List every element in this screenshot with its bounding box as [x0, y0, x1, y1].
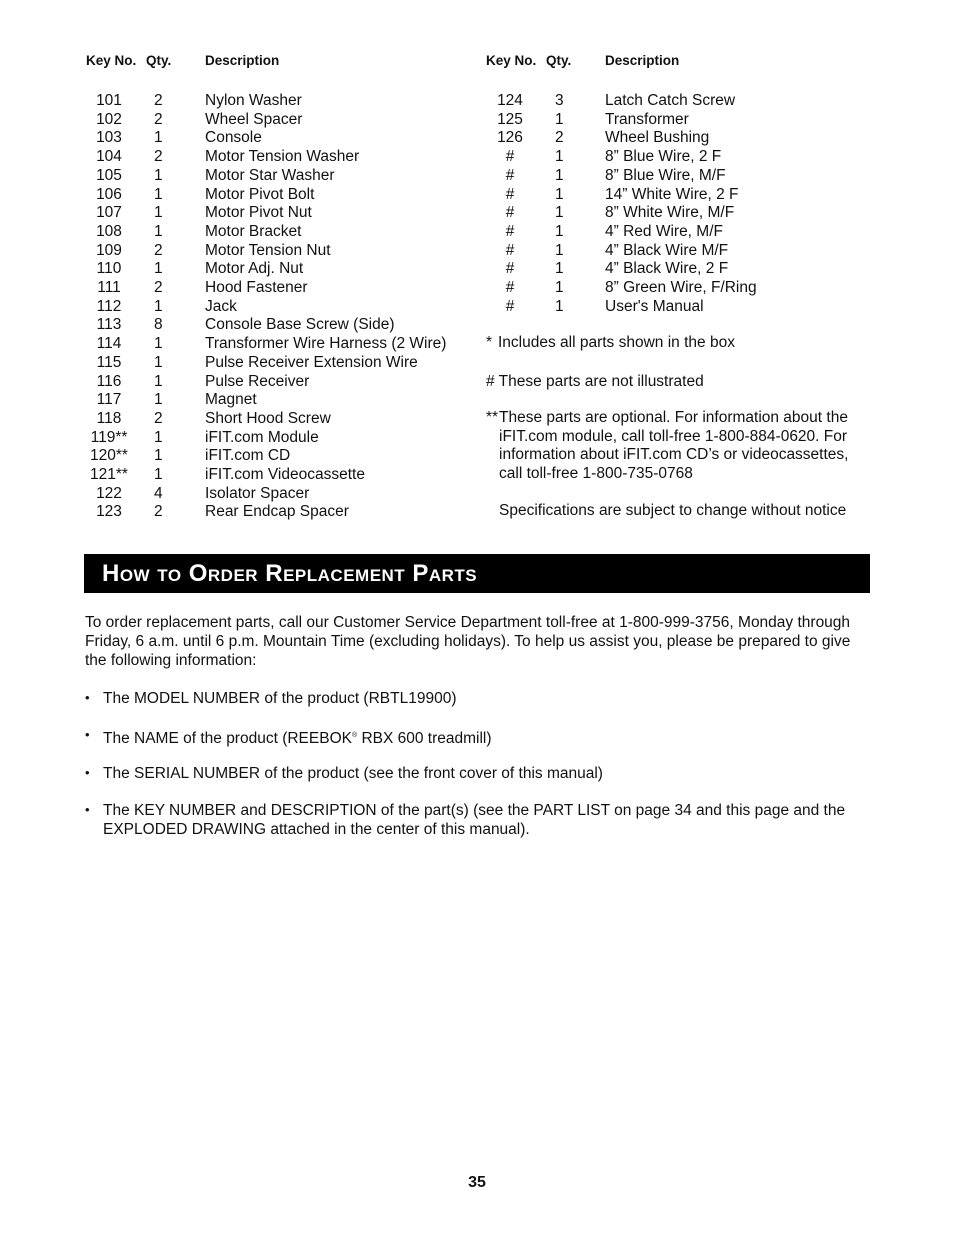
part-key-no: #: [505, 166, 515, 184]
part-description: iFIT.com Module: [205, 428, 319, 446]
part-description: Motor Star Washer: [205, 166, 335, 184]
part-key-no: #: [505, 204, 515, 222]
bullet-dot: •: [85, 802, 90, 817]
part-description: Magnet: [205, 391, 257, 409]
part-description: Motor Tension Nut: [205, 241, 331, 259]
left-description-header: Description: [205, 53, 280, 68]
right-key-no-header: Key No.: [486, 53, 537, 68]
specifications-note: Specifications are subject to change without notice: [499, 502, 847, 519]
optional-asterisks: **: [486, 409, 499, 426]
bullet-dot: •: [85, 727, 90, 742]
part-description: User's Manual: [605, 297, 704, 315]
part-key-no: 106: [96, 185, 122, 203]
part-key-no: 109: [96, 241, 122, 259]
part-description: iFIT.com CD: [205, 447, 291, 465]
part-qty: 1: [154, 129, 163, 147]
part-key-no: 121**: [90, 466, 128, 483]
section-title: How to Order Replacement Parts: [102, 560, 478, 587]
part-qty: 2: [154, 279, 163, 296]
part-qty: 1: [154, 353, 163, 371]
part-key-no: 105: [96, 166, 122, 184]
part-qty: 2: [154, 241, 163, 259]
part-qty: 1: [555, 297, 564, 315]
part-key-no: 107: [96, 204, 122, 222]
registered-mark: ®: [351, 732, 358, 739]
part-description: Motor Pivot Bolt: [205, 185, 315, 203]
bullet-dot: •: [85, 690, 90, 705]
part-key-no: 124: [497, 92, 523, 109]
part-qty: 4: [154, 484, 163, 502]
part-description: Motor Pivot Nut: [205, 204, 312, 222]
part-qty: 1: [555, 279, 564, 296]
optional-note-line-4: call toll-free 1-800-735-0768: [499, 465, 693, 482]
section-title-banner: [84, 554, 870, 593]
part-key-no: 110: [96, 260, 122, 278]
part-qty: 1: [154, 391, 163, 409]
optional-note-line-1: These parts are optional. For information about the: [499, 409, 848, 426]
part-qty: 2: [154, 503, 163, 521]
part-qty: 1: [555, 148, 564, 166]
part-description: iFIT.com Videocassette: [205, 466, 365, 483]
part-qty: 1: [154, 297, 163, 315]
part-key-no: 117: [96, 391, 122, 409]
part-key-no: 115: [96, 353, 122, 371]
part-key-no: 104: [96, 148, 122, 166]
part-key-no: 126: [497, 129, 523, 147]
part-qty: 2: [154, 110, 163, 128]
part-description: 14” White Wire, 2 F: [605, 185, 739, 203]
part-key-no: 102: [96, 110, 122, 128]
part-key-no: 112: [96, 297, 122, 315]
part-description: 4” Black Wire M/F: [605, 241, 729, 259]
part-key-no: 114: [96, 335, 122, 353]
bullet-serial-text: The SERIAL NUMBER of the product (see the front cover of this manual): [103, 765, 603, 782]
part-qty: 1: [154, 466, 163, 483]
part-description: 8” Blue Wire, M/F: [605, 166, 726, 184]
part-description: 4” Black Wire, 2 F: [605, 260, 729, 278]
part-description: 8” Blue Wire, 2 F: [605, 148, 722, 166]
part-qty: 1: [154, 185, 163, 203]
right-description-header: Description: [605, 53, 680, 68]
part-key-no: 103: [96, 129, 122, 147]
part-description: Pulse Receiver: [205, 372, 310, 390]
bullet-name-post: RBX 600 treadmill): [357, 730, 492, 748]
page-number: 35: [468, 1174, 486, 1191]
part-description: Motor Tension Washer: [205, 148, 360, 166]
part-description: Console Base Screw (Side): [205, 316, 395, 334]
part-key-no: 122: [96, 484, 122, 502]
part-key-no: 123: [96, 503, 122, 521]
part-key-no: 113: [96, 316, 122, 334]
part-qty: 1: [555, 222, 564, 240]
part-key-no: 120**: [90, 447, 128, 465]
part-description: Transformer: [605, 110, 689, 128]
part-qty: 3: [555, 92, 564, 109]
bullet-key-text: The KEY NUMBER and DESCRIPTION of the part(s) (see the PART LIST on page 34 and this page and the EXPLODED DRAWING attached in the center of this manual).: [103, 802, 846, 838]
part-qty: 1: [154, 428, 163, 446]
part-qty: 1: [555, 185, 564, 203]
part-qty: 2: [555, 129, 564, 147]
part-key-no: #: [505, 297, 515, 315]
part-description: 4” Red Wire, M/F: [605, 222, 723, 240]
part-qty: 1: [555, 260, 564, 278]
part-description: Wheel Spacer: [205, 110, 303, 128]
part-key-no: #: [505, 260, 515, 278]
part-description: Hood Fastener: [205, 279, 308, 296]
part-description: Latch Catch Screw: [605, 92, 736, 109]
part-qty: 1: [555, 110, 564, 128]
part-description: Pulse Receiver Extension Wire: [205, 353, 418, 371]
optional-note-line-2: iFIT.com module, call toll-free 1-800-884-0620. For: [499, 428, 848, 445]
part-description: 8” Green Wire, F/Ring: [605, 279, 757, 296]
left-key-no-header: Key No.: [86, 53, 137, 68]
part-qty: 1: [154, 222, 163, 240]
part-key-no: #: [505, 148, 515, 166]
part-qty: 1: [154, 372, 163, 390]
part-description: Rear Endcap Spacer: [205, 503, 349, 521]
part-description: Motor Adj. Nut: [205, 260, 304, 278]
bullet-name-text: [103, 726, 873, 748]
part-qty: 1: [555, 241, 564, 259]
part-description: Wheel Bushing: [605, 129, 710, 147]
part-qty: 2: [154, 409, 163, 427]
part-qty: 1: [154, 335, 163, 353]
part-qty: 1: [555, 204, 564, 222]
part-key-no: 119**: [90, 428, 128, 446]
part-description: Motor Bracket: [205, 222, 302, 240]
part-key-no: #: [505, 185, 515, 203]
part-qty: 1: [154, 204, 163, 222]
part-qty: 1: [154, 447, 163, 465]
part-description: Isolator Spacer: [205, 484, 310, 502]
intro-paragraph: To order replacement parts, call our Customer Service Department toll-free at 1-800-999-3756, Monday through Friday, 6 a.m. until 6 p.m. Mountain Time (excluding holidays). To help us assist you, please be prepared to give the following information:: [85, 614, 851, 669]
not-illustrated-note: # These parts are not illustrated: [486, 373, 704, 390]
bullet-name-pre: The NAME of the product (REEBOK: [103, 730, 352, 748]
includes-note: Includes all parts shown in the box: [498, 334, 735, 351]
part-qty: 1: [154, 260, 163, 278]
part-qty: 8: [154, 316, 163, 334]
part-key-no: 116: [96, 372, 122, 390]
part-description: Jack: [205, 297, 237, 315]
part-key-no: #: [505, 241, 515, 259]
part-key-no: #: [505, 222, 515, 240]
part-key-no: 101: [96, 92, 122, 109]
bullet-model-text: The MODEL NUMBER of the product (RBTL19900): [103, 690, 457, 707]
part-key-no: 111: [97, 279, 121, 296]
part-description: Console: [205, 129, 262, 147]
part-key-no: 108: [96, 222, 122, 240]
left-qty-header: Qty.: [146, 53, 172, 68]
part-key-no: 118: [96, 409, 122, 427]
part-description: Short Hood Screw: [205, 409, 331, 427]
part-qty: 2: [154, 148, 163, 166]
includes-asterisk: *: [486, 334, 493, 351]
part-description: Nylon Washer: [205, 92, 302, 109]
part-key-no: 125: [497, 110, 523, 128]
part-description: Transformer Wire Harness (2 Wire): [205, 335, 447, 353]
optional-note-line-3: information about iFIT.com CD’s or videocassettes,: [499, 446, 849, 463]
part-key-no: #: [505, 279, 515, 296]
right-qty-header: Qty.: [546, 53, 572, 68]
part-qty: 1: [555, 166, 564, 184]
part-description: 8” White Wire, M/F: [605, 204, 735, 222]
bullet-dot: •: [85, 765, 90, 780]
part-qty: 1: [154, 166, 163, 184]
part-qty: 2: [154, 92, 163, 109]
